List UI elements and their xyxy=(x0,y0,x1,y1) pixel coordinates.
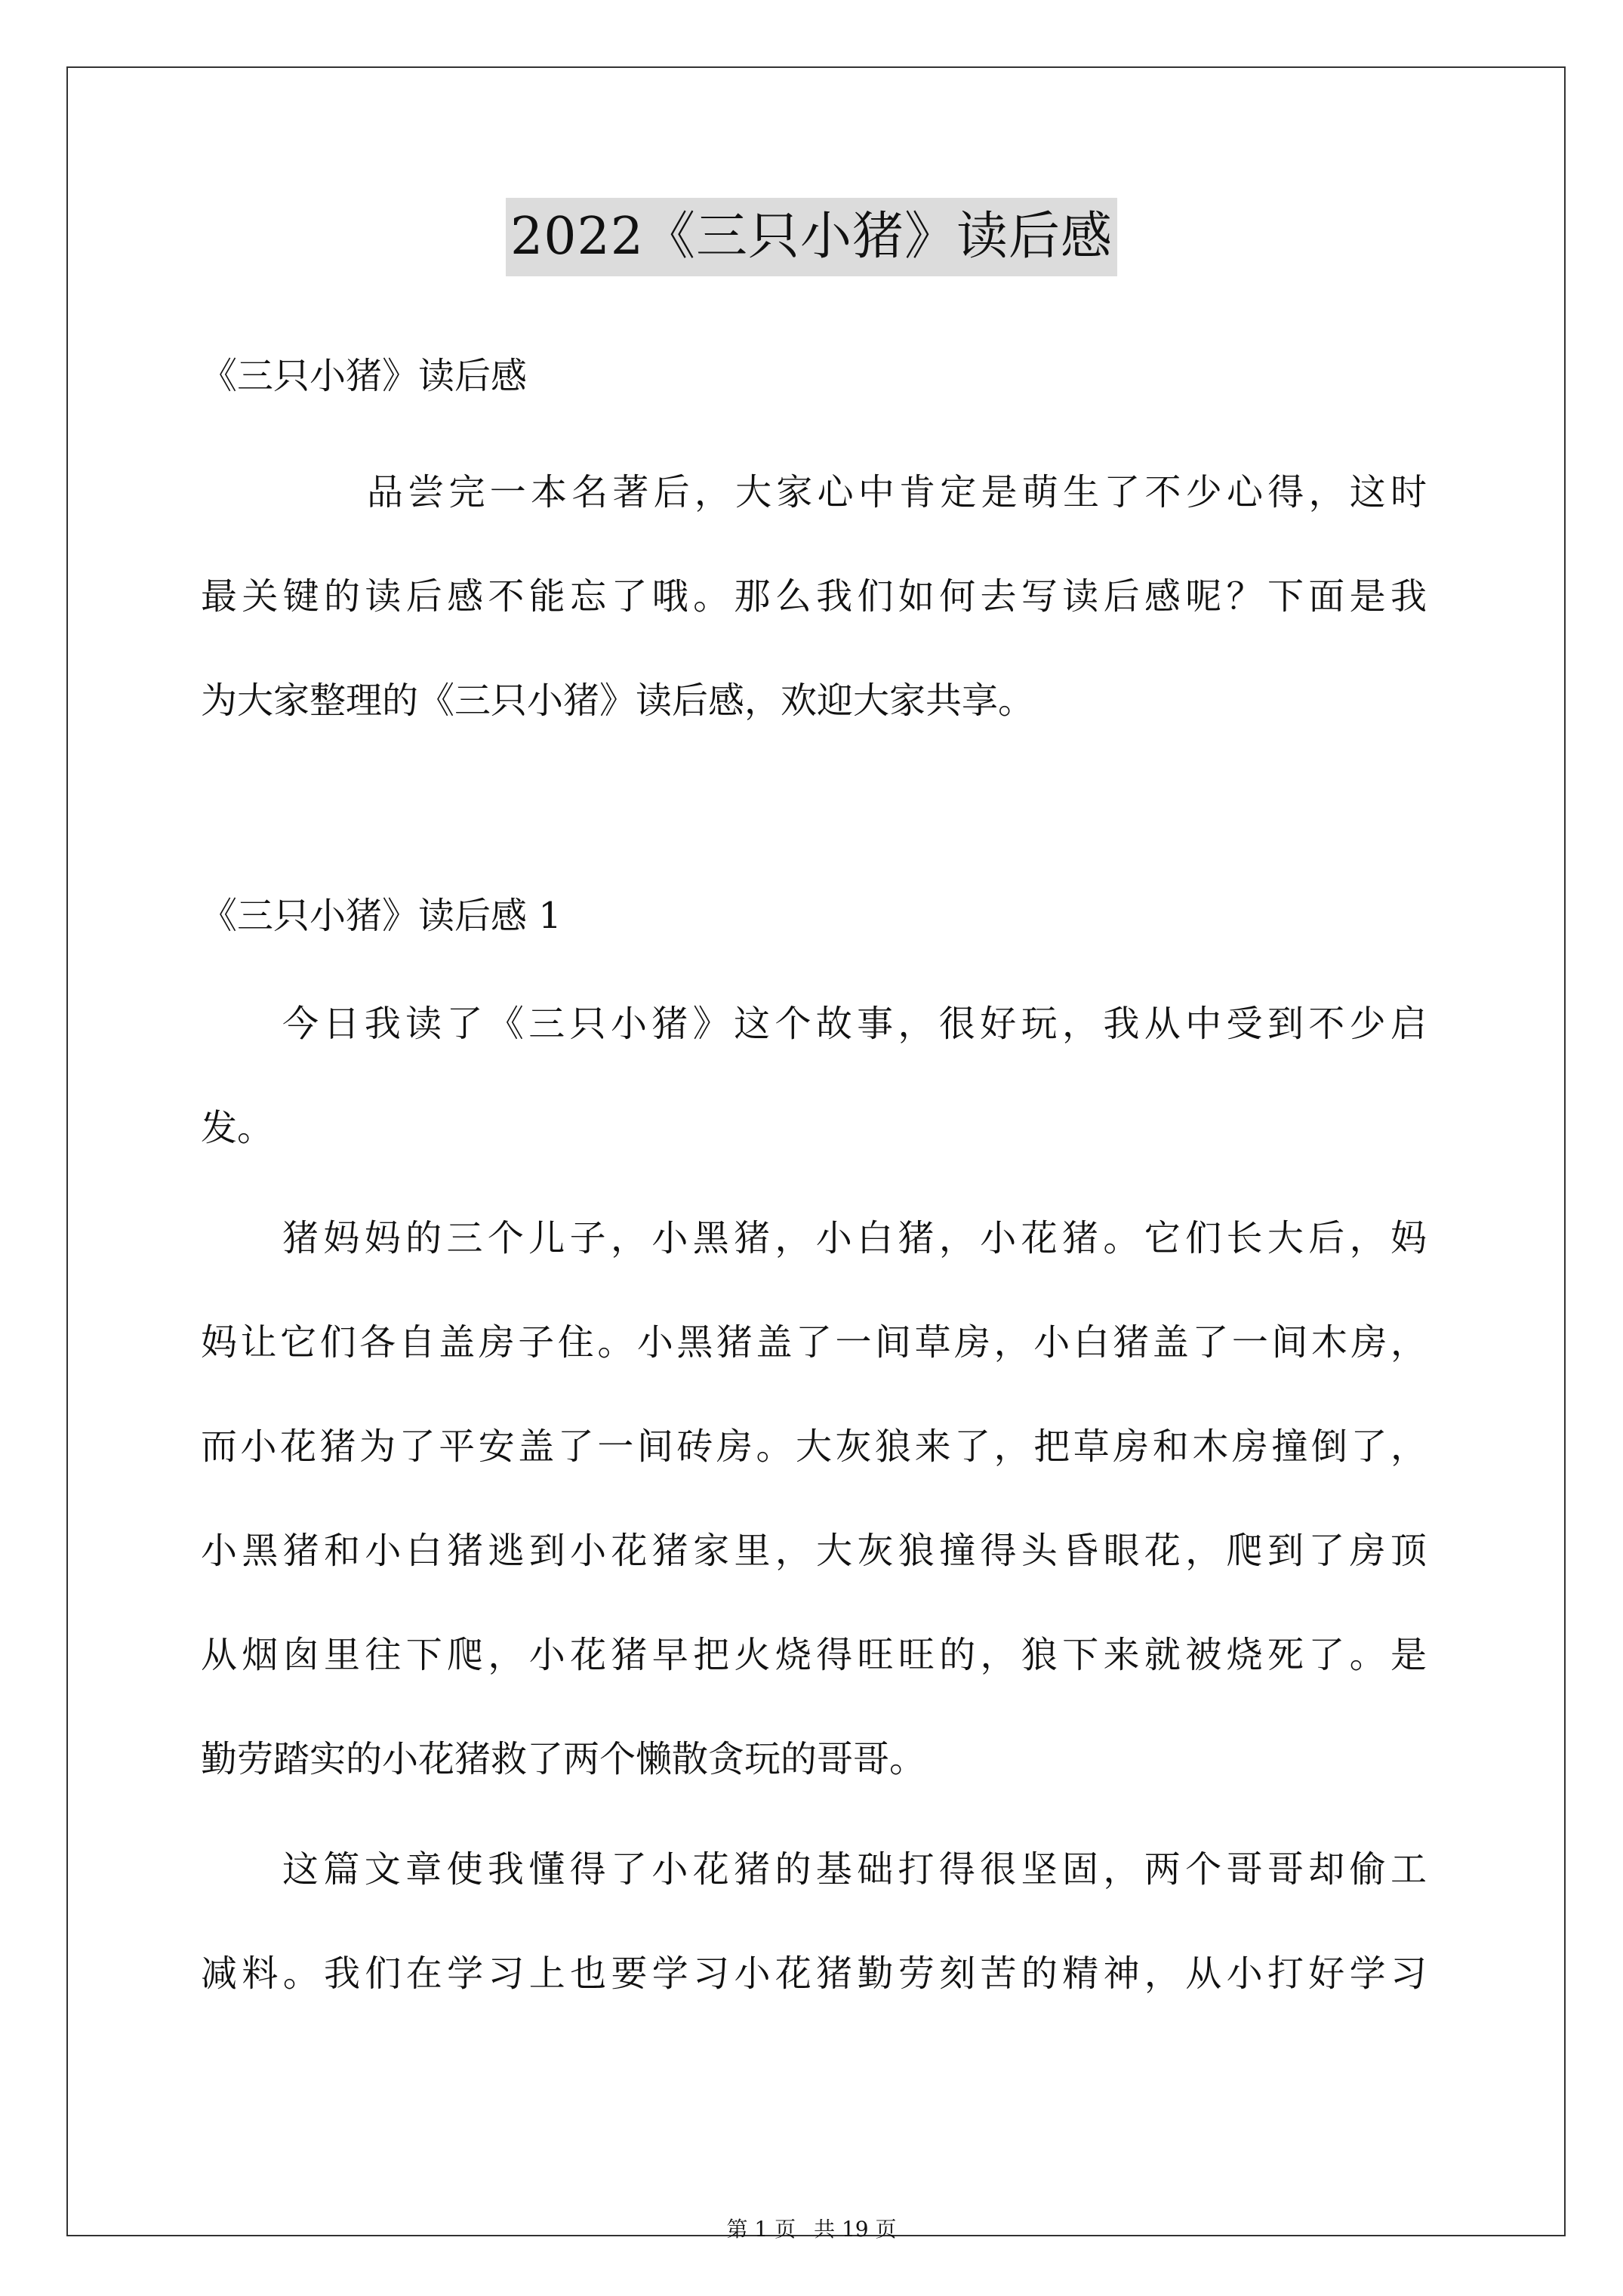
body-line-1: 今日我读了《三只小猪》这个故事，很好玩，我从中受到不少启 xyxy=(282,1003,1427,1045)
body-line-10: 减料。我们在学习上也要学习小花猪勤劳刻苦的精神，从小打好学习 xyxy=(201,1952,1427,1995)
page-total: 共 19 页 xyxy=(814,2217,897,2242)
page-footer xyxy=(0,2216,1623,2243)
body-line-6: 小黑猪和小白猪逃到小花猪家里，大灰狼撞得头昏眼花，爬到了房顶 xyxy=(201,1530,1427,1572)
document-title: 2022《三只小猪》读后感 xyxy=(506,198,1117,276)
intro-line-3: 为大家整理的《三只小猪》读后感，欢迎大家共享。 xyxy=(201,680,1035,722)
intro-line-1: 品尝完一本名著后，大家心中肯定是萌生了不少心得，这时 xyxy=(367,471,1427,513)
page-number: 第 1 页 xyxy=(726,2217,796,2242)
body-line-9: 这篇文章使我懂得了小花猪的基础打得很坚固，两个哥哥却偷工 xyxy=(282,1848,1427,1891)
body-line-3: 猪妈妈的三个儿子，小黑猪，小白猪，小花猪。它们长大后，妈 xyxy=(282,1217,1427,1259)
body-line-7: 从烟囱里往下爬，小花猪早把火烧得旺旺的，狼下来就被烧死了。是 xyxy=(201,1634,1427,1676)
title-container xyxy=(0,198,1623,276)
subtitle: 《三只小猪》读后感 xyxy=(201,355,528,397)
body-line-4: 妈让它们各自盖房子住。小黑猪盖了一间草房，小白猪盖了一间木房， xyxy=(201,1321,1427,1364)
section-heading: 《三只小猪》读后感 1 xyxy=(201,895,562,937)
body-line-2: 发。 xyxy=(201,1107,274,1149)
intro-line-2: 最关键的读后感不能忘了哦。那么我们如何去写读后感呢？下面是我 xyxy=(201,575,1427,618)
body-line-5: 而小花猪为了平安盖了一间砖房。大灰狼来了，把草房和木房撞倒了， xyxy=(201,1425,1427,1468)
body-line-8: 勤劳踏实的小花猪救了两个懒散贪玩的哥哥。 xyxy=(201,1738,926,1780)
